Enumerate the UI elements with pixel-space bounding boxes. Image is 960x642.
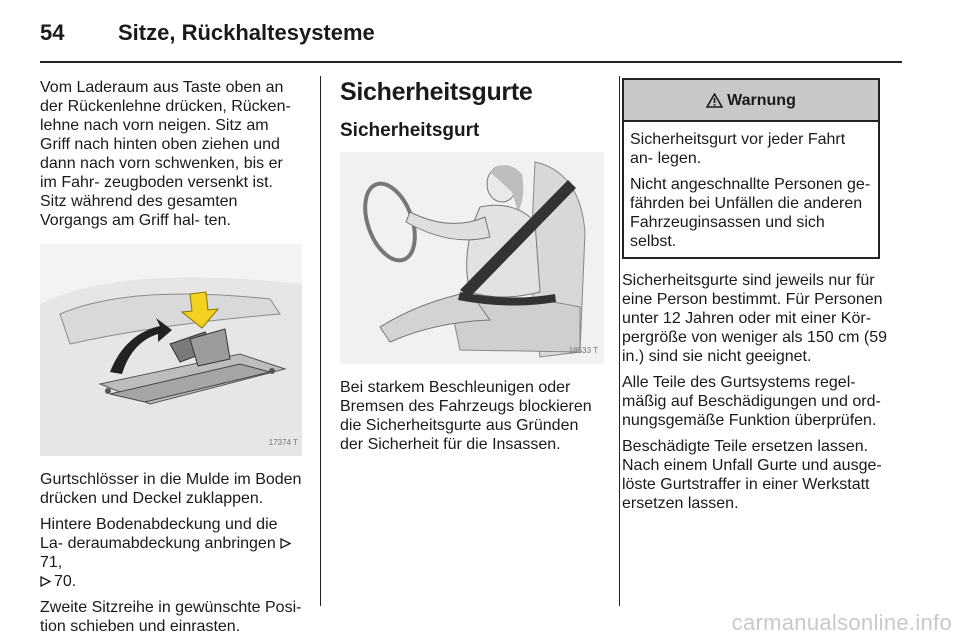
slide-paragraph: Zweite Sitzreihe in gewünschte Posi- tion schieben und einrasten. [40,599,302,635]
site-watermark: carmanualsonline.info [731,610,952,635]
header-divider [40,61,902,63]
page-reference-link[interactable]: 71, [40,554,63,571]
section-subheading: Sicherheitsgurt [340,120,480,141]
column-divider-right [619,76,620,606]
seat-fold-illustration [40,244,302,456]
seatbelt-illustration [340,152,604,364]
page-number: 54 [40,20,65,45]
warning-triangle-icon [706,93,723,108]
figure-code: 18533 T [568,346,598,355]
warning-line: Nicht angeschnallte Personen ge- fährden bei Unfällen die anderen Fahrzeuginsassen und sich selbst. [630,176,871,250]
inspection-paragraph: Alle Teile des Gurtsystems regel- mäßig auf Beschädigungen und ord- nungsgemäße Funktion überprüfen. [622,374,881,429]
page-reference-icon [40,576,51,587]
intro-paragraph: Vom Laderaum aus Taste oben an der Rückenlehne drücken, Rücken- lehne nach vorn neigen. Sitz am Griff nach hinten oben ziehen und dann nach vorn schwenken, bis er im Fahr- zeugboden versenkt ist. Sitz während des gesamten Vorgangs am Griff hal- ten. [40,79,291,229]
warning-title: Warnung [727,91,796,109]
page-reference-link[interactable]: 70. [54,573,77,590]
blocking-paragraph: Bei starkem Beschleunigen oder Bremsen des Fahrzeugs blockieren die Sicherheitsgurte aus Gründen der Sicherheit für die Insassen. [340,379,592,453]
section-heading: Sicherheitsgurte [340,78,533,106]
buckle-paragraph: Gurtschlösser in die Mulde im Boden drücken und Deckel zuklappen. [40,471,302,507]
warning-header [624,80,878,122]
column-left [40,78,302,642]
seat-mechanism-drawing [40,244,302,456]
figure-code: 17374 T [268,438,298,447]
page-header [40,18,902,58]
cover-text: Hintere Bodenabdeckung und die La- deraumabdeckung anbringen [40,516,278,552]
column-middle [340,78,604,461]
replacement-paragraph: Beschädigte Teile ersetzen lassen. Nach einem Unfall Gurte und ausge- löste Gurtstraffer in einer Werkstatt ersetzen lassen. [622,438,882,512]
warning-body [624,122,878,257]
warning-line: Sicherheitsgurt vor jeder Fahrt an- legen. [630,131,846,167]
chapter-title: Sitze, Rückhaltesysteme [118,20,375,45]
usage-paragraph: Sicherheitsgurte sind jeweils nur für eine Person bestimmt. Für Personen unter 12 Jahren oder mit einer Kör- pergröße von weniger als 150 cm (59 in.) sind sie nicht geeignet. [622,272,888,365]
cover-paragraph [40,515,302,591]
driver-seatbelt-drawing [340,152,604,364]
warning-box [622,78,880,259]
page-reference-icon [280,538,291,549]
column-right [622,78,902,520]
column-divider-left [320,76,321,606]
